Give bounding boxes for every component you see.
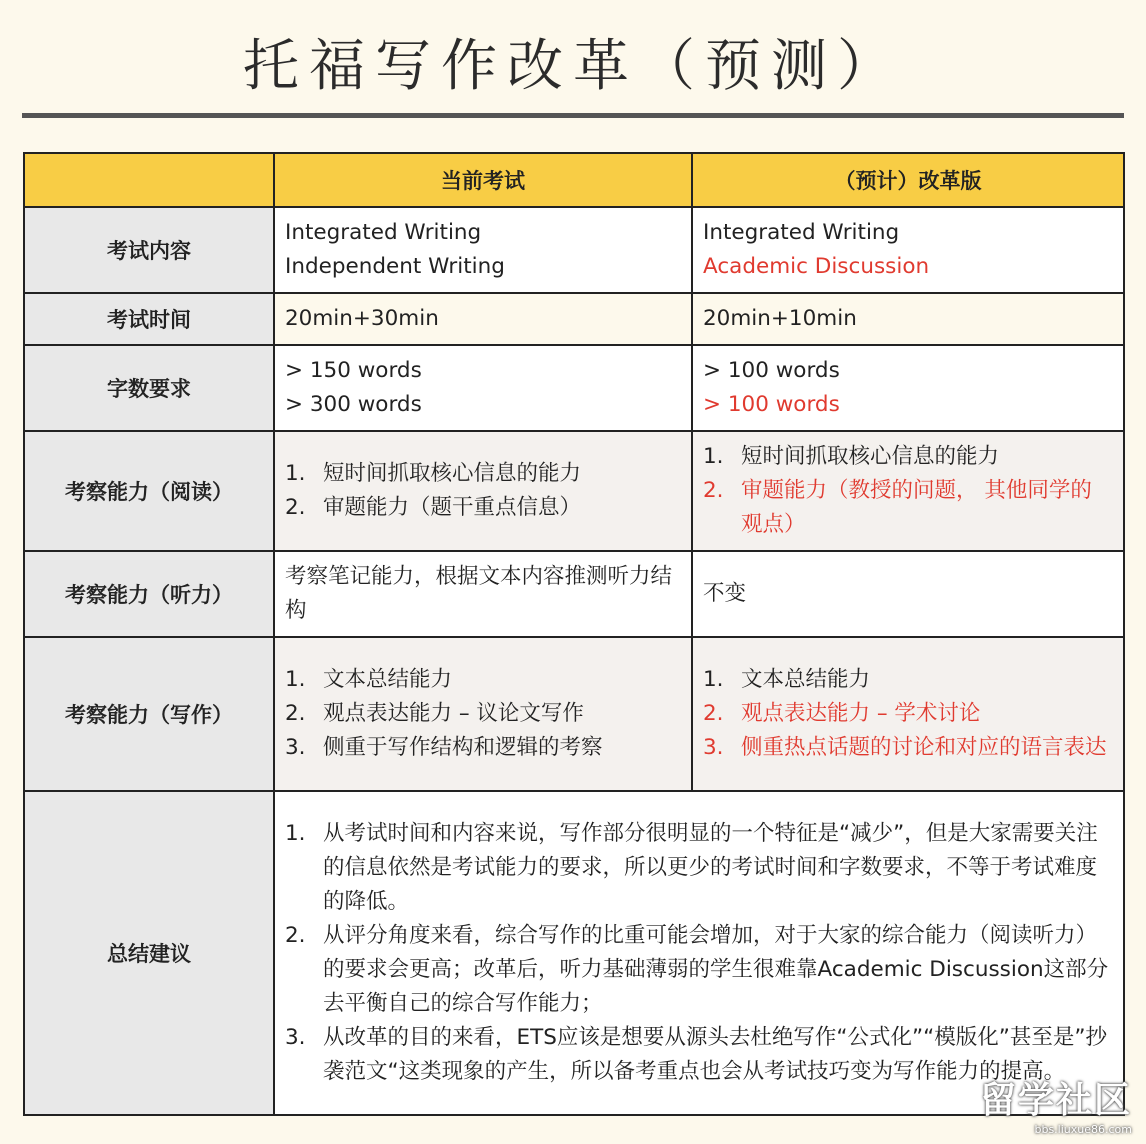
list-text: 观点表达能力 – 学术讨论 — [741, 701, 981, 726]
header-reform: （预计）改革版 — [692, 153, 1124, 207]
list-item — [285, 697, 681, 731]
page-title: 托福写作改革（预测） — [243, 34, 903, 99]
list-item — [703, 440, 1113, 474]
watermark-url: bbs.liuxue86.com — [1034, 1123, 1132, 1136]
current-cell — [274, 345, 692, 431]
ability-list — [285, 457, 681, 525]
reform-cell — [692, 431, 1124, 551]
cell-line-highlight: Academic Discussion — [703, 254, 930, 279]
list-text: 侧重热点话题的讨论和对应的语言表达 — [741, 735, 1107, 760]
list-item — [703, 663, 1113, 697]
cell-line: > 300 words — [285, 392, 422, 417]
list-number: 1. — [285, 667, 306, 692]
list-number: 1. — [703, 444, 724, 469]
watermark-text: 留学社区 — [979, 1080, 1132, 1121]
list-text: 从评分角度来看，综合写作的比重可能会增加，对于大家的综合能力（阅读听力）的要求会更高；改革后，听力基础薄弱的学生很难靠Academic Discussion这部分去平衡自己的综合写作能力； — [323, 923, 1109, 1016]
list-text: 文本总结能力 — [741, 667, 871, 692]
list-text: 文本总结能力 — [323, 667, 453, 692]
row-label: 考察能力（阅读） — [24, 431, 274, 551]
list-item — [285, 817, 1113, 919]
row-label: 考试内容 — [24, 207, 274, 293]
row-time — [24, 293, 1124, 345]
current-cell — [274, 207, 692, 293]
list-text: 侧重于写作结构和逻辑的考察 — [323, 735, 603, 760]
title-divider — [22, 113, 1124, 118]
row-words — [24, 345, 1124, 431]
list-item — [285, 457, 681, 491]
list-item — [285, 663, 681, 697]
reform-cell — [692, 637, 1124, 791]
row-label: 考试时间 — [24, 293, 274, 345]
row-reading — [24, 431, 1124, 551]
list-number: 3. — [285, 1025, 306, 1050]
list-text: 观点表达能力 – 议论文写作 — [323, 701, 584, 726]
list-number: 2. — [703, 701, 724, 726]
comparison-table — [23, 152, 1125, 1116]
list-item-highlight — [703, 731, 1113, 765]
list-text: 审题能力（题干重点信息） — [323, 495, 582, 520]
watermark-logo — [980, 1072, 1132, 1136]
cell-line: Independent Writing — [285, 254, 505, 279]
list-text: 短时间抓取核心信息的能力 — [323, 461, 582, 486]
list-number: 2. — [285, 495, 306, 520]
row-label: 考察能力（写作） — [24, 637, 274, 791]
row-listening — [24, 551, 1124, 637]
header-current: 当前考试 — [274, 153, 692, 207]
current-cell: 考察笔记能力，根据文本内容推测听力结构 — [274, 551, 692, 637]
list-item-highlight — [703, 474, 1113, 542]
current-cell: 20min+30min — [274, 293, 692, 345]
list-number: 1. — [285, 461, 306, 486]
header-corner — [24, 153, 274, 207]
list-number: 3. — [285, 735, 306, 760]
list-number: 2. — [285, 701, 306, 726]
row-label: 总结建议 — [24, 791, 274, 1115]
list-item — [285, 731, 681, 765]
reform-cell — [692, 345, 1124, 431]
list-number: 1. — [285, 821, 306, 846]
cell-line: Integrated Writing — [703, 220, 900, 245]
list-item — [285, 491, 681, 525]
row-summary — [24, 791, 1124, 1115]
list-item-highlight — [703, 697, 1113, 731]
summary-list — [285, 817, 1113, 1089]
cell-line-highlight: > 100 words — [703, 392, 840, 417]
row-label: 字数要求 — [24, 345, 274, 431]
cell-line: > 150 words — [285, 358, 422, 383]
list-item — [285, 919, 1113, 1021]
list-text: 从考试时间和内容来说，写作部分很明显的一个特征是“减少”，但是大家需要关注的信息依然是考试能力的要求，所以更少的考试时间和字数要求，不等于考试难度的降低。 — [323, 821, 1098, 914]
ability-list — [285, 663, 681, 765]
list-number: 3. — [703, 735, 724, 760]
reform-cell: 不变 — [692, 551, 1124, 637]
cell-line: > 100 words — [703, 358, 840, 383]
summary-cell — [274, 791, 1124, 1115]
reform-cell — [692, 207, 1124, 293]
list-number: 1. — [703, 667, 724, 692]
list-text: 短时间抓取核心信息的能力 — [741, 444, 1000, 469]
list-text: 从改革的目的来看，ETS应该是想要从源头去杜绝写作“公式化”“模版化”甚至是”抄袭范文“这类现象的产生，所以备考重点也会从考试技巧变为写作能力的提高。 — [323, 1025, 1108, 1084]
list-text: 审题能力（教授的问题， 其他同学的观点） — [741, 478, 1092, 537]
row-writing — [24, 637, 1124, 791]
header-row — [24, 153, 1124, 207]
reform-cell: 20min+10min — [692, 293, 1124, 345]
list-number: 2. — [285, 923, 306, 948]
ability-list — [703, 663, 1113, 765]
list-number: 2. — [703, 478, 724, 503]
current-cell — [274, 637, 692, 791]
row-label: 考察能力（听力） — [24, 551, 274, 637]
cell-line: Integrated Writing — [285, 220, 482, 245]
row-content — [24, 207, 1124, 293]
current-cell — [274, 431, 692, 551]
ability-list — [703, 440, 1113, 542]
